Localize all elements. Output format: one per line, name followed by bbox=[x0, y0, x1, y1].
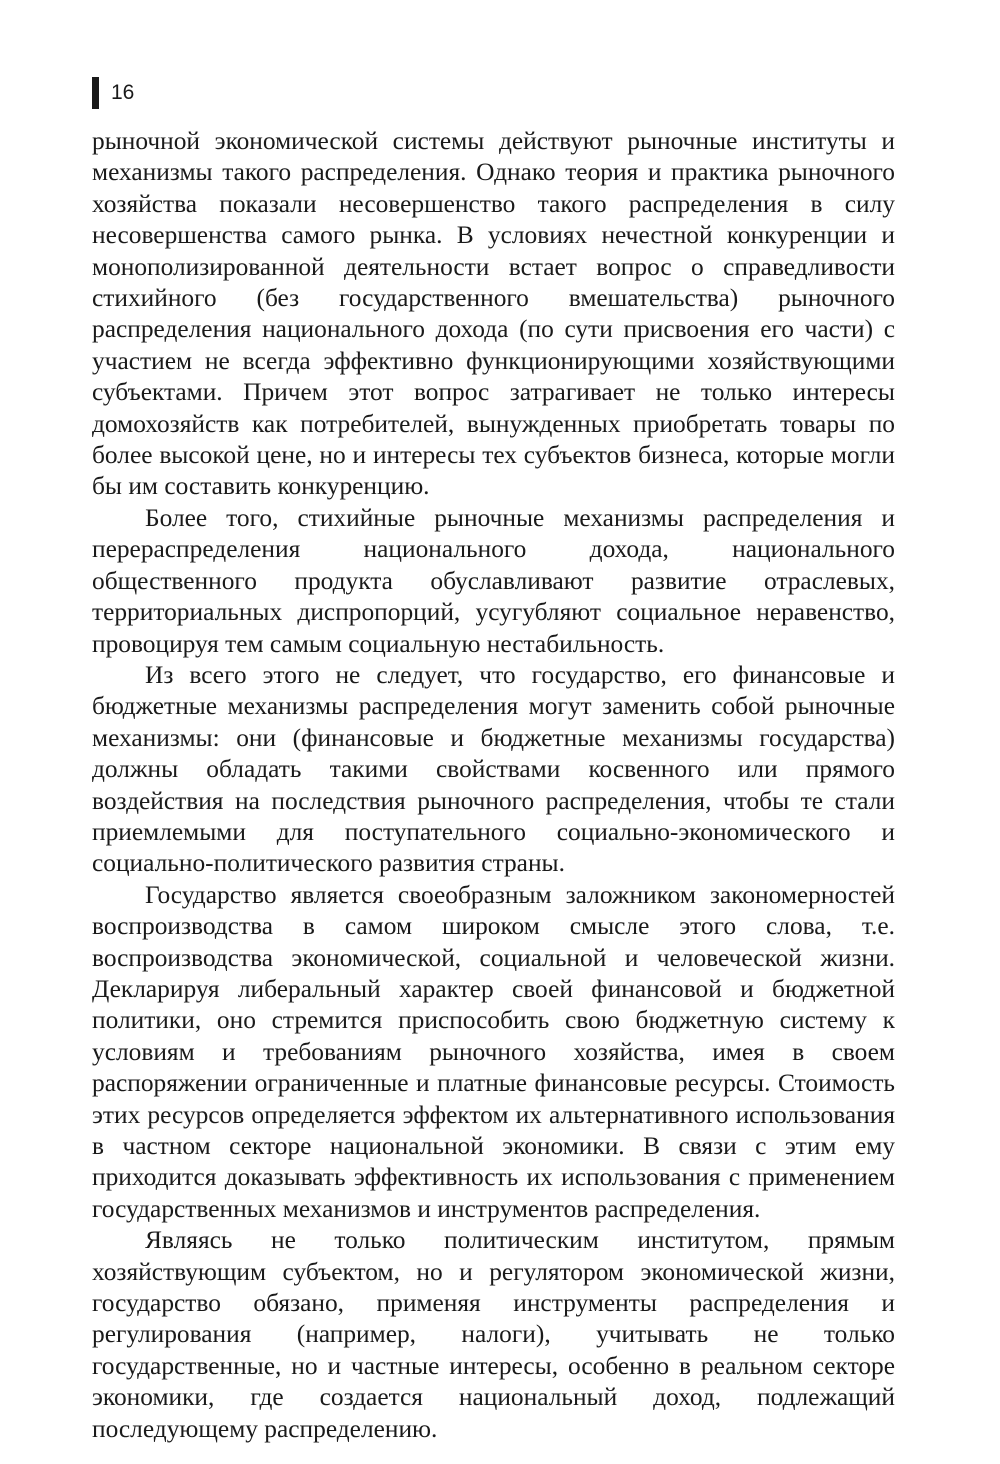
body-text bbox=[92, 126, 895, 1445]
header-bar-marker bbox=[92, 77, 99, 109]
paragraph-continued: рыночной экономической системы действуют рыночные институты и механизмы такого распределения. Однако теория и практика рыночного хозяйства показали несовершенство такого распределения в силу несовершенства самого рынка. В условиях нечестной конкуренции и монополизированной деятельности встает вопрос о справедливости стихийного (без государственного вмешательства) рыночного распределения национального дохода (по сути присвоения его части) с участием не всегда эффективно функционирующими хозяйствующими субъектами. Причем этот вопрос затрагивает не только интересы домохозяйств как потребителей, вынужденных приобретать товары по более высокой цене, но и интересы тех субъектов бизнеса, которые могли бы им составить конкуренцию. bbox=[92, 127, 895, 501]
paragraph: Являясь не только политическим институтом, прямым хозяйствующим субъектом, но и регулятором экономической жизни, государство обязано, применяя инструменты распределения и регулирования (например, налоги), учитывать не только государственные, но и частные интересы, особенно в реальном секторе экономики, где создается национальный доход, подлежащий последующему распределению. bbox=[92, 1226, 895, 1443]
paragraph: Из всего этого не следует, что государство, его финансовые и бюджетные механизмы распределения могут заменить собой рыночные механизмы: они (финансовые и бюджетные механизмы государства) должны обладать такими свойствами косвенного или прямого воздействия на последствия рыночного распределения, чтобы те стали приемлемыми для поступательного социально-экономического и социально-политического развития страны. bbox=[92, 660, 895, 878]
paragraph: Более того, стихийные рыночные механизмы распределения и перераспределения национального дохода, национального общественного продукта обуславливают развитие отраслевых, территориальных диспропорций, усугубляют социальное неравенство, провоцируя тем самым социальную нестабильность. bbox=[92, 503, 895, 658]
page-header bbox=[92, 76, 134, 110]
paragraph: Государство является своеобразным заложником закономерностей воспроизводства в самом широком смысле этого слова, т.е. воспроизводства экономической, социальной и человеческой жизни. Декларируя либеральный характер своей финансовой и бюджетной политики, оно стремится приспособить свою бюджетную систему к условиям и требованиям рыночного хозяйства, имея в своем распоряжении ограниченные и платные финансовые ресурсы. Стоимость этих ресурсов определяется эффектом их альтернативного использования в частном секторе национальной экономики. В связи с этим ему приходится доказывать эффективность их использования с применением государственных механизмов и инструментов распределения. bbox=[92, 880, 895, 1223]
page-number: 16 bbox=[111, 81, 135, 104]
